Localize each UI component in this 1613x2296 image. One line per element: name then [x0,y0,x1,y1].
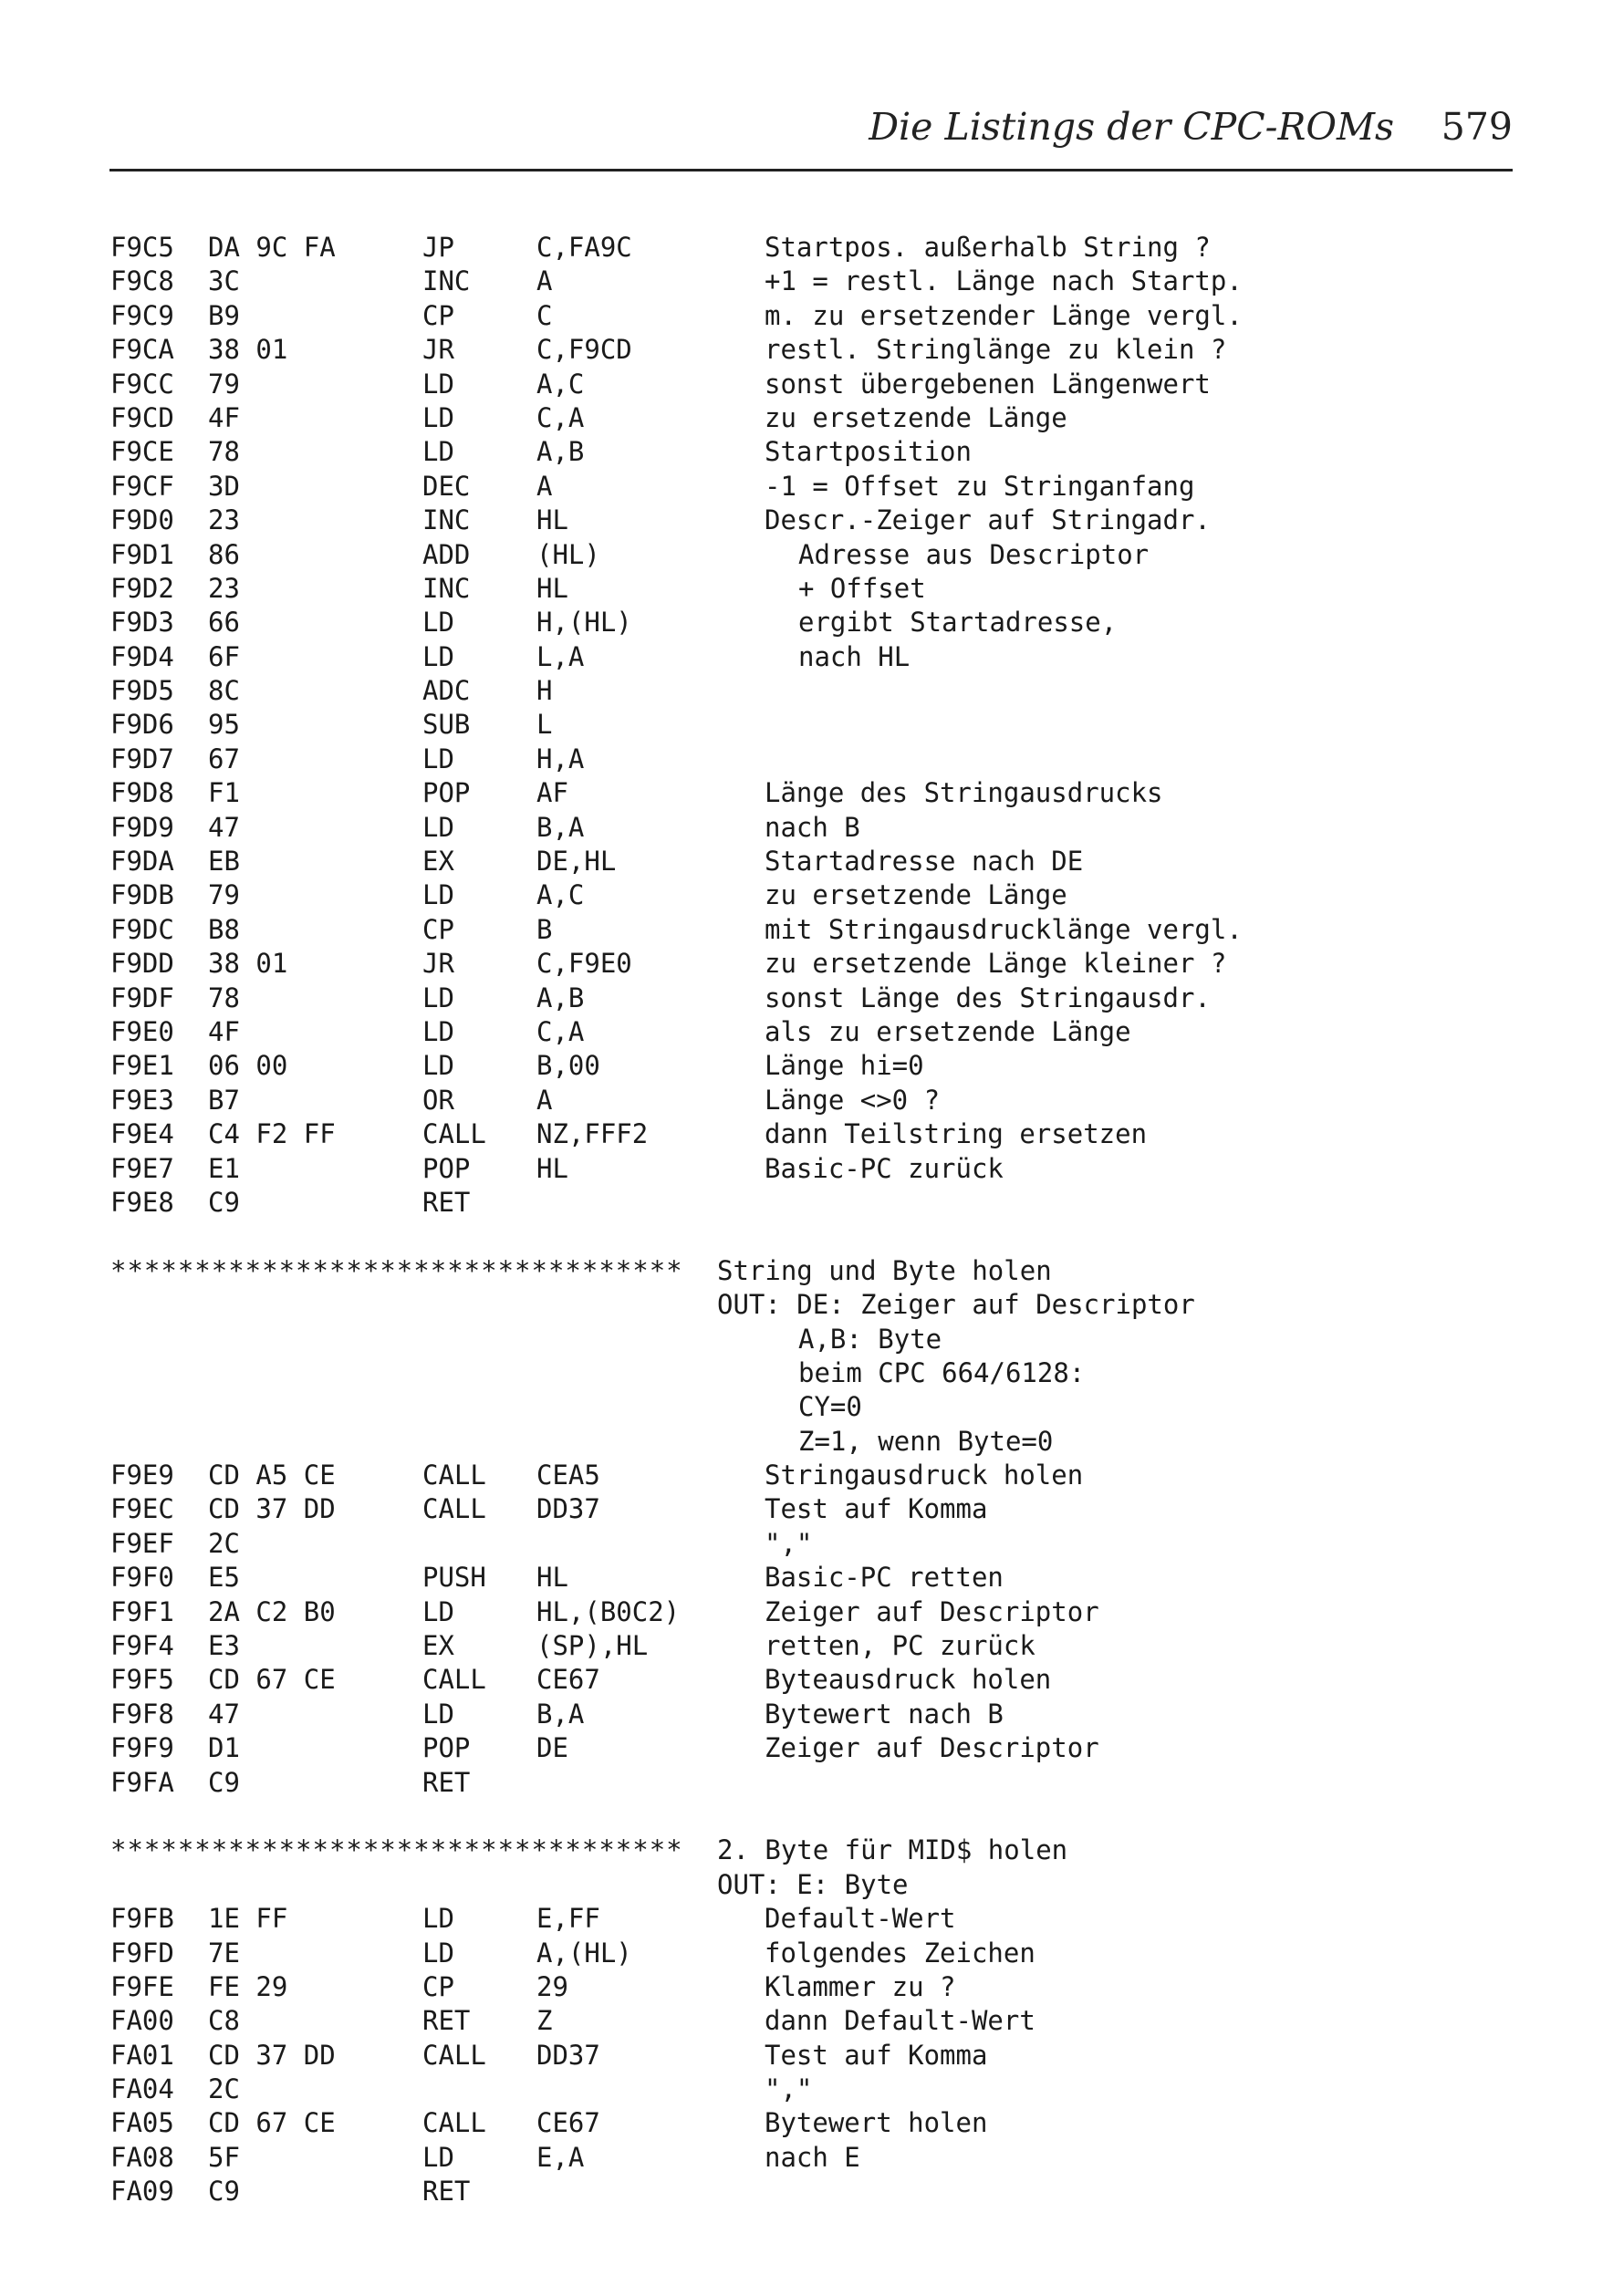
assembly-listing [110,232,1515,2210]
section-note [110,1357,1515,1391]
comment: Descr.-Zeiger auf Stringadr. [765,504,1211,536]
page-number: 579 [1441,105,1513,149]
mnemonic: CALL [422,1493,486,1525]
opcode-bytes: 86 [208,538,240,570]
comment: nach B [765,811,860,843]
comment: Basic-PC zurück [765,1152,1004,1184]
operand: C,F9CD [536,334,632,366]
code-line [110,812,1515,846]
operand: A,C [536,879,585,911]
operand: CE67 [536,2107,600,2139]
section-text: beim CPC 664/6128: [798,1356,1086,1388]
opcode-bytes: D1 [208,1732,240,1764]
comment: Zeiger auf Descriptor [765,1595,1099,1627]
address: F9D6 [110,709,174,741]
code-line [110,1085,1515,1118]
comment: Basic-PC retten [765,1562,1004,1594]
mnemonic: LD [422,401,454,433]
code-line [110,300,1515,334]
operand: B,A [536,1698,585,1730]
opcode-bytes: CD A5 CE [208,1460,336,1491]
address: F9E7 [110,1152,174,1184]
address: F9F1 [110,1595,174,1627]
comment: zu ersetzende Länge kleiner ? [765,948,1227,980]
opcode-bytes: 3D [208,470,240,502]
opcode-bytes: 79 [208,368,240,400]
mnemonic: LD [422,1698,454,1730]
opcode-bytes: 2C [208,1527,240,1559]
mnemonic: CALL [422,1460,486,1491]
mnemonic: CALL [422,1118,486,1150]
operand: A [536,265,553,297]
opcode-bytes: 2A C2 B0 [208,1595,336,1627]
mnemonic: ADC [422,675,471,707]
address: F9E8 [110,1186,174,1218]
address: FA08 [110,2141,174,2173]
code-line [110,1460,1515,1493]
opcode-bytes: 95 [208,709,240,741]
mnemonic: LD [422,1937,454,1969]
code-line [110,879,1515,913]
opcode-bytes: DA 9C FA [208,232,336,263]
section-text: CY=0 [798,1391,862,1423]
address: F9F5 [110,1664,174,1696]
operand: CE67 [536,1664,600,1696]
opcode-bytes: C9 [208,2176,240,2208]
opcode-bytes: 2C [208,2073,240,2105]
code-line [110,1630,1515,1664]
opcode-bytes: F1 [208,777,240,809]
mnemonic: INC [422,504,471,536]
code-line [110,948,1515,982]
address: FA09 [110,2176,174,2208]
comment: als zu ersetzende Länge [765,1015,1131,1047]
code-line [110,471,1515,504]
code-line [110,436,1515,470]
operand: HL,(B0C2) [536,1595,681,1627]
comment: restl. Stringlänge zu klein ? [765,334,1227,366]
operand: H,(HL) [536,607,632,639]
code-line [110,743,1515,777]
address: F9D2 [110,572,174,604]
mnemonic: LD [422,982,454,1013]
opcode-bytes: 1E FF [208,1903,288,1935]
comment: retten, PC zurück [765,1630,1035,1662]
code-line [110,1732,1515,1766]
address: F9DF [110,982,174,1013]
operand: (HL) [536,538,600,570]
address: F9F8 [110,1698,174,1730]
opcode-bytes: CD 37 DD [208,2039,336,2071]
mnemonic: ADD [422,538,471,570]
mnemonic: LD [422,1595,454,1627]
operand: DD37 [536,2039,600,2071]
opcode-bytes: 7E [208,1937,240,1969]
code-line [110,1664,1515,1698]
address: F9C8 [110,265,174,297]
code-line [110,265,1515,299]
mnemonic: CP [422,913,454,945]
mnemonic: LD [422,879,454,911]
opcode-bytes: 6F [208,640,240,672]
operand: Z [536,2005,553,2037]
mnemonic: LD [422,743,454,774]
address: F9D0 [110,504,174,536]
section-text: OUT: E: Byte [717,1868,909,1900]
code-line [110,1767,1515,1801]
address: FA01 [110,2039,174,2071]
code-line [110,1971,1515,2005]
code-line [110,2005,1515,2039]
code-line [110,1016,1515,1050]
code-line [110,777,1515,811]
operand: C [536,299,553,331]
section-text: A,B: Byte [798,1323,942,1355]
operand: DE [536,1732,568,1764]
comment: m. zu ersetzender Länge vergl. [765,299,1243,331]
mnemonic: LD [422,640,454,672]
address: F9FB [110,1903,174,1935]
comment: Default-Wert [765,1903,956,1935]
opcode-bytes: 38 01 [208,334,288,366]
code-line [110,607,1515,640]
operand: HL [536,572,568,604]
opcode-bytes: B7 [208,1084,240,1116]
section-text: String und Byte holen [717,1254,1052,1286]
address: F9E9 [110,1460,174,1491]
comment: nach HL [798,640,911,672]
section-note [110,1391,1515,1425]
address: F9DD [110,948,174,980]
opcode-bytes: 4F [208,401,240,433]
operand: HL [536,1152,568,1184]
opcode-bytes: 4F [208,1015,240,1047]
address: F9D1 [110,538,174,570]
comment: +1 = restl. Länge nach Startp. [765,265,1243,297]
address: F9F4 [110,1630,174,1662]
operand: NZ,FFF2 [536,1118,649,1150]
code-line [110,1493,1515,1527]
operand: HL [536,1562,568,1594]
code-line [110,369,1515,402]
opcode-bytes: C9 [208,1186,240,1218]
page-header [109,96,1513,171]
code-line [110,2107,1515,2141]
operand: H [536,675,553,707]
operand: CEA5 [536,1460,600,1491]
comment: Test auf Komma [765,1493,988,1525]
mnemonic: LD [422,2141,454,2173]
code-line [110,1562,1515,1595]
operand: HL [536,504,568,536]
operand: C,FA9C [536,232,632,263]
operand: A [536,1084,553,1116]
mnemonic: JR [422,334,454,366]
address: F9F9 [110,1732,174,1764]
mnemonic: JP [422,232,454,263]
address: FA00 [110,2005,174,2037]
address: F9CA [110,334,174,366]
operand: A,(HL) [536,1937,632,1969]
operand: AF [536,777,568,809]
mnemonic: LD [422,811,454,843]
mnemonic: OR [422,1084,454,1116]
mnemonic: PUSH [422,1562,486,1594]
opcode-bytes: B9 [208,299,240,331]
code-line [110,232,1515,265]
code-line [110,846,1515,879]
operand: DE,HL [536,846,617,878]
operand: H,A [536,743,585,774]
mnemonic: POP [422,777,471,809]
address: F9FD [110,1937,174,1969]
code-line [110,402,1515,436]
code-line [110,1528,1515,1562]
comment: dann Teilstring ersetzen [765,1118,1148,1150]
opcode-bytes: CD 67 CE [208,1664,336,1696]
address: F9EF [110,1527,174,1559]
separator-stars: ********************************** [110,1834,683,1866]
operand: B,A [536,811,585,843]
section-header [110,1834,1515,1868]
code-line [110,675,1515,709]
operand: L [536,709,553,741]
comment: Länge <>0 ? [765,1084,941,1116]
address: F9E3 [110,1084,174,1116]
mnemonic: CP [422,1970,454,2002]
code-line [110,641,1515,675]
mnemonic: LD [422,607,454,639]
section-text: OUT: DE: Zeiger auf Descriptor [717,1289,1195,1321]
opcode-bytes: CD 67 CE [208,2107,336,2139]
code-line [110,2142,1515,2176]
opcode-bytes: 5F [208,2141,240,2173]
section-note [110,1426,1515,1460]
code-line [110,982,1515,1016]
mnemonic: RET [422,1186,471,1218]
comment: Bytewert nach B [765,1698,1004,1730]
comment: ergibt Startadresse, [798,607,1118,639]
comment: Bytewert holen [765,2107,988,2139]
opcode-bytes: 8C [208,675,240,707]
code-line [110,334,1515,368]
operand: A,B [536,436,585,468]
address: F9DC [110,913,174,945]
mnemonic: RET [422,2005,471,2037]
address: F9D4 [110,640,174,672]
opcode-bytes: E3 [208,1630,240,1662]
opcode-bytes: FE 29 [208,1970,288,2002]
mnemonic: CP [422,299,454,331]
comment: zu ersetzende Länge [765,879,1067,911]
comment: sonst übergebenen Längenwert [765,368,1211,400]
opcode-bytes: C9 [208,1766,240,1798]
code-line [110,504,1515,538]
opcode-bytes: EB [208,846,240,878]
comment: dann Default-Wert [765,2005,1035,2037]
opcode-bytes: 47 [208,1698,240,1730]
address: F9CD [110,401,174,433]
mnemonic: LD [422,436,454,468]
comment: "," [765,1527,813,1559]
operand: A,C [536,368,585,400]
comment: "," [765,2073,813,2105]
mnemonic: CALL [422,2107,486,2139]
opcode-bytes: 23 [208,572,240,604]
opcode-bytes: 78 [208,982,240,1013]
opcode-bytes: 66 [208,607,240,639]
mnemonic: RET [422,2176,471,2208]
operand: 29 [536,1970,568,2002]
address: F9CE [110,436,174,468]
comment: Zeiger auf Descriptor [765,1732,1099,1764]
section-text: Z=1, wenn Byte=0 [798,1425,1054,1457]
comment: folgendes Zeichen [765,1937,1035,1969]
comment: Test auf Komma [765,2039,988,2071]
code-line [110,709,1515,743]
code-line [110,914,1515,948]
code-line [110,573,1515,607]
comment: nach E [765,2141,860,2173]
code-line [110,539,1515,573]
operand: (SP),HL [536,1630,649,1662]
mnemonic: EX [422,1630,454,1662]
code-line [110,1938,1515,1971]
code-line [110,1187,1515,1221]
opcode-bytes: B8 [208,913,240,945]
mnemonic: POP [422,1732,471,1764]
operand: B,00 [536,1050,600,1082]
opcode-bytes: 47 [208,811,240,843]
opcode-bytes: E5 [208,1562,240,1594]
comment: Länge hi=0 [765,1050,924,1082]
opcode-bytes: 79 [208,879,240,911]
mnemonic: CALL [422,2039,486,2071]
code-line [110,2073,1515,2107]
operand: C,A [536,401,585,433]
address: F9C9 [110,299,174,331]
comment: Byteausdruck holen [765,1664,1052,1696]
comment: Startpos. außerhalb String ? [765,232,1211,263]
opcode-bytes: C8 [208,2005,240,2037]
code-line [110,2040,1515,2073]
opcode-bytes: 23 [208,504,240,536]
operand: A [536,470,553,502]
address: F9DB [110,879,174,911]
mnemonic: LD [422,1050,454,1082]
address: F9D9 [110,811,174,843]
mnemonic: LD [422,368,454,400]
comment: Startposition [765,436,972,468]
opcode-bytes: 06 00 [208,1050,288,1082]
address: F9D5 [110,675,174,707]
code-line [110,2176,1515,2209]
comment: Adresse aus Descriptor [798,538,1150,570]
comment: sonst Länge des Stringausdr. [765,982,1211,1013]
address: F9CC [110,368,174,400]
address: F9C5 [110,232,174,263]
section-header [110,1255,1515,1289]
running-title: Die Listings der CPC-ROMs [869,105,1394,149]
section-note [110,1289,1515,1323]
mnemonic: RET [422,1766,471,1798]
section-text: 2. Byte für MID$ holen [717,1834,1068,1866]
operand: E,FF [536,1903,600,1935]
mnemonic: LD [422,1903,454,1935]
address: F9EC [110,1493,174,1525]
blank-line [110,1801,1515,1834]
address: F9DA [110,846,174,878]
comment: -1 = Offset zu Stringanfang [765,470,1195,502]
address: F9E4 [110,1118,174,1150]
operand: C,F9E0 [536,948,632,980]
section-note [110,1324,1515,1357]
address: F9D3 [110,607,174,639]
opcode-bytes: C4 F2 FF [208,1118,336,1150]
section-note [110,1869,1515,1903]
opcode-bytes: 38 01 [208,948,288,980]
address: F9FE [110,1970,174,2002]
code-line [110,1596,1515,1630]
operand: A,B [536,982,585,1013]
code-line [110,1050,1515,1084]
address: F9D7 [110,743,174,774]
comment: Länge des Stringausdrucks [765,777,1163,809]
opcode-bytes: E1 [208,1152,240,1184]
opcode-bytes: 78 [208,436,240,468]
comment: + Offset [798,572,926,604]
address: FA05 [110,2107,174,2139]
opcode-bytes: 3C [208,265,240,297]
opcode-bytes: CD 37 DD [208,1493,336,1525]
mnemonic: INC [422,265,471,297]
blank-line [110,1221,1515,1254]
code-line [110,1903,1515,1937]
mnemonic: SUB [422,709,471,741]
address: F9E0 [110,1015,174,1047]
comment: zu ersetzende Länge [765,401,1067,433]
code-line [110,1699,1515,1732]
address: F9CF [110,470,174,502]
address: F9F0 [110,1562,174,1594]
mnemonic: CALL [422,1664,486,1696]
mnemonic: EX [422,846,454,878]
separator-stars: ********************************** [110,1254,683,1286]
comment: Stringausdruck holen [765,1460,1084,1491]
mnemonic: LD [422,1015,454,1047]
mnemonic: JR [422,948,454,980]
address: F9E1 [110,1050,174,1082]
opcode-bytes: 67 [208,743,240,774]
code-line [110,1118,1515,1152]
mnemonic: DEC [422,470,471,502]
comment: Startadresse nach DE [765,846,1084,878]
operand: E,A [536,2141,585,2173]
comment: mit Stringausdrucklänge vergl. [765,913,1243,945]
address: F9FA [110,1766,174,1798]
code-line [110,1153,1515,1187]
mnemonic: INC [422,572,471,604]
mnemonic: POP [422,1152,471,1184]
operand: B [536,913,553,945]
address: FA04 [110,2073,174,2105]
address: F9D8 [110,777,174,809]
operand: C,A [536,1015,585,1047]
comment: Klammer zu ? [765,1970,956,2002]
operand: DD37 [536,1493,600,1525]
operand: L,A [536,640,585,672]
